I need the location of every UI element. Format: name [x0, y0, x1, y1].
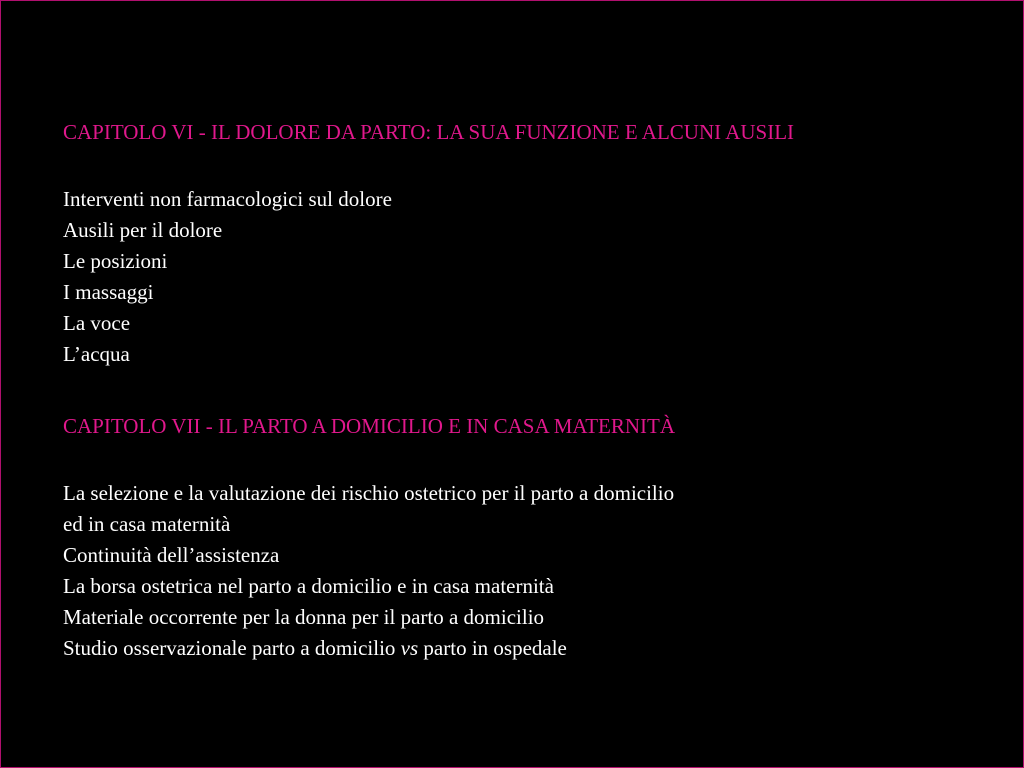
chapter-6-item: L’acqua	[63, 342, 130, 366]
chapter-6-list	[63, 184, 1013, 370]
chapter-7-item: La borsa ostetrica nel parto a domicilio e in casa maternità	[63, 574, 554, 598]
chapter-6-item: Interventi non farmacologici sul dolore	[63, 187, 392, 211]
chapter-7-item: ed in casa maternità	[63, 512, 231, 536]
item-emphasis: vs	[400, 636, 419, 660]
chapter-7-list	[63, 478, 1013, 664]
chapter-7-heading: CAPITOLO VII - IL PARTO A DOMICILIO E IN CASA MATERNITÀ	[63, 414, 676, 438]
slide-content	[63, 117, 1013, 664]
chapter-7-item: Materiale occorrente per la donna per il parto a domicilio	[63, 605, 545, 629]
chapter-6-item: I massaggi	[63, 280, 154, 304]
item-text: Studio osservazionale parto a domicilio	[63, 636, 401, 660]
chapter-7-item: Continuità dell’assistenza	[63, 543, 280, 567]
chapter-7-item-last	[63, 633, 1013, 664]
chapter-6-heading: CAPITOLO VI - IL DOLORE DA PARTO: LA SUA FUNZIONE E ALCUNI AUSILI	[63, 120, 795, 144]
chapter-6-item: Ausili per il dolore	[63, 218, 223, 242]
chapter-7-item: La selezione e la valutazione dei rischio ostetrico per il parto a domicilio	[63, 481, 675, 505]
item-text: parto in ospedale	[418, 636, 567, 660]
chapter-6-item: La voce	[63, 311, 131, 335]
chapter-6-item: Le posizioni	[63, 249, 168, 273]
